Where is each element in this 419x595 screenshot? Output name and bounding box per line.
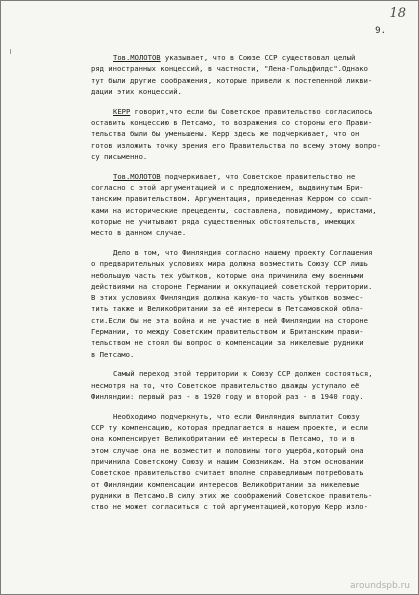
page-number: 9. — [375, 26, 386, 36]
text-line: от Финляндии компенсации интересов Великобритании за никелевые — [91, 479, 360, 489]
text-line: Дело в том, что Финляндия согласно нашему проекту Соглашения — [113, 247, 373, 257]
line-text-post: подчеркивает, что Советское правительство не — [160, 171, 356, 181]
text-line: сти.Если бы не эта война и не участие в ней Финляндии на стороне — [91, 315, 368, 325]
text-line: место в данном случае. — [91, 228, 187, 238]
text-line: этом случае она не возместит и половины того ущерба,который она — [91, 445, 364, 455]
text-line: оставить концессию в Петсамо, то возражения со стороны его Прави- — [91, 117, 373, 127]
speaker-name: КЕРР — [113, 106, 131, 116]
text-line: танским правительством. Аргументация, приведенная Керром со ссыл- — [91, 194, 373, 204]
text-line: причинила Советскому Союзу и нашим Союзникам. На этом основании — [91, 457, 364, 466]
text-line: готов изложить точку зрения его Правительства по всему этому вопро- — [91, 140, 381, 150]
text-line: Финляндии: первый раз - в 1920 году и второй раз - в 1940 году. — [91, 392, 364, 402]
text-line — [91, 106, 391, 117]
text-line: В этих условиях Финляндия должна какую-то часть убытков возмес- — [91, 293, 364, 303]
text-line: Необходимо подчеркнуть, что если Финляндия выплатит Союзу — [113, 411, 360, 421]
text-line: согласно с этой аргументацией и с предложением, выдвинутым Бри- — [91, 182, 364, 192]
text-line: которые не учитывают ряда существенных обстоятельств, имеющих — [91, 216, 355, 226]
text-line: тить также и Великобритании за её интересы в Петсамовской обла- — [91, 304, 364, 314]
text-line: небольшую часть тех убытков, которые она причинила ему военными — [91, 270, 364, 280]
text-line: тут были другие соображения, которые привели к постепенной ликви- — [91, 75, 373, 85]
watermark: aroundspb.ru — [349, 581, 410, 591]
margin-mark — [10, 49, 11, 54]
speaker-name: Тов.МОЛОТОВ — [113, 53, 161, 62]
paragraph — [91, 106, 391, 162]
paragraph — [91, 368, 391, 402]
text-line: в Петсамо. — [91, 349, 135, 359]
text-line: ками на исторические прецеденты, составлена, повидимому, юристами, — [91, 205, 377, 215]
speaker-name: Тов.МОЛОТОВ — [113, 171, 161, 181]
text-line: Советское правительство считает вполне справедливым потребовать — [91, 468, 364, 478]
text-line: ство не может согласиться с той аргументацией,которую Керр изло- — [91, 502, 368, 512]
paragraph — [91, 52, 391, 97]
text-line: рудники в Петсамо.В силу этих же соображений Советское правитель- — [91, 490, 373, 500]
text-line: ССР ту компенсацию, которая предлагается в нашем проекте, и если — [91, 423, 368, 433]
line-text-post: говорит,что если бы Советское правительство согласилось — [130, 106, 373, 116]
text-line: тельством не стоял бы вопрос о компенсации за никелевые рудники — [91, 338, 364, 348]
text-line: су письменно. — [91, 151, 148, 161]
text-line: тельства были бы уменьшены. Керр здесь же подчеркивает, что он — [91, 129, 360, 139]
text-line: о предварительных условиях мира должна возместить Союзу ССР лишь — [91, 259, 368, 269]
paragraph — [91, 411, 391, 513]
paragraph — [91, 171, 391, 239]
document-body — [91, 52, 391, 521]
text-line: Германии, то между Советским правительством и Британским прави- — [91, 327, 364, 337]
paragraph — [91, 247, 391, 360]
text-line: ряд иностранных концессий, в частности, "Лена-Гольдфилдс".Однако — [91, 64, 368, 74]
text-line — [91, 52, 391, 63]
text-line — [91, 171, 391, 182]
text-line: дации этих концессий. — [91, 86, 182, 96]
text-line: она компенсирует Великобритании её интересы в Петсамо, то и в — [91, 434, 355, 444]
text-line: несмотря на то, что Советское правительство дважды уступало её — [91, 380, 360, 390]
line-text-post: указывает, что в Союзе ССР существовал целый — [160, 53, 356, 62]
text-line: Самый переход этой территории к Союзу ССР должен состояться, — [113, 369, 373, 379]
archive-folio-number: 18 — [389, 6, 406, 21]
text-line: действиями на стороне Германии и оккупацией советской территории. — [91, 281, 373, 291]
